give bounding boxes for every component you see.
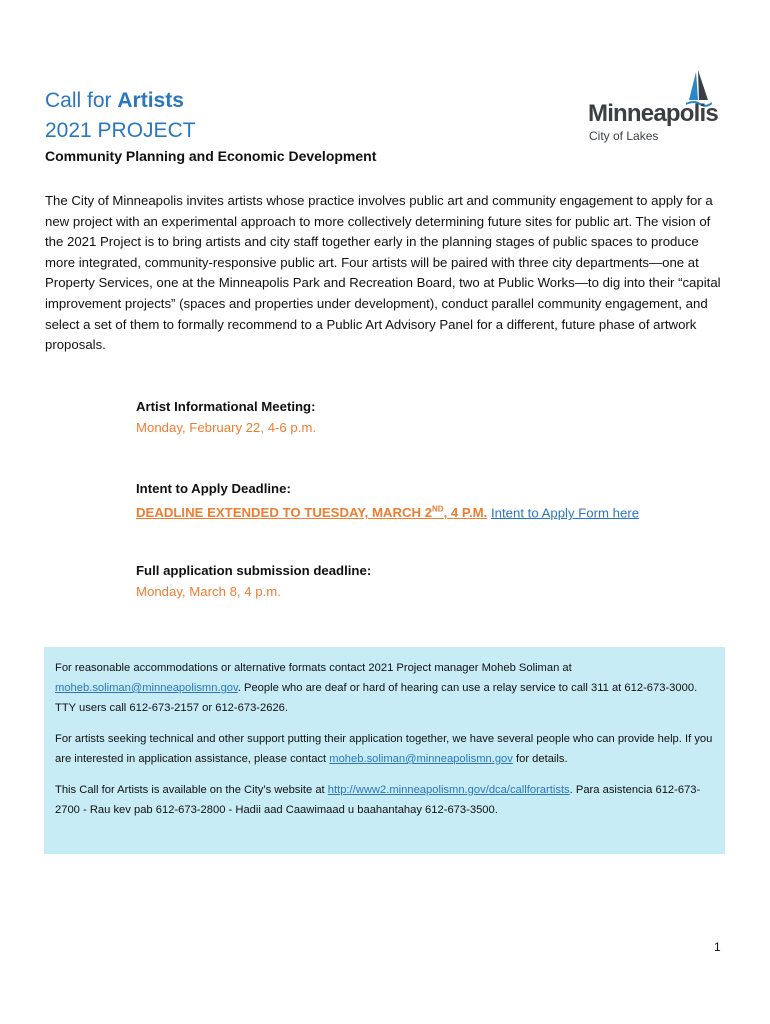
intent-form-link[interactable]: Intent to Apply Form here — [491, 505, 640, 521]
intent-deadline: DEADLINE EXTENDED TO TUESDAY, MARCH 2ND, 4 P.M. — [136, 505, 488, 521]
website-link[interactable]: http://www2.minneapolismn.gov/dca/callforartists — [327, 784, 570, 796]
full-deadline-date: Monday, March 8, 4 p.m. — [136, 584, 281, 599]
logo-name: Minneapolis — [588, 100, 718, 127]
email-link-2[interactable]: moheb.soliman@minneapolismn.gov — [329, 753, 513, 765]
page-number: 1 — [714, 940, 721, 954]
website-paragraph: This Call for Artists is available on the City’s website at http://www2.minneapolismn.gov/dca/callforartists. Para asistencia 612-673-2700 - Rau kev pab 612-673-2800 - Hadii aad Caawimaad u baahantahay 612-673-3500. — [55, 784, 701, 816]
full-application-deadline — [136, 560, 371, 602]
meeting-date: Monday, February 22, 4-6 p.m. — [136, 420, 317, 435]
intent-deadline-line — [136, 499, 639, 523]
minneapolis-logo — [588, 70, 718, 150]
logo-tagline: City of Lakes — [589, 129, 659, 143]
page-title-bold: Artists — [117, 89, 184, 112]
assistance-paragraph: For artists seeking technical and other support putting their application together, we have several people who can provide help. If you are interested in application assistance, please contact moheb.soliman@minneapolismn.gov for details. — [55, 733, 713, 765]
project-title: 2021 PROJECT — [45, 119, 196, 142]
full-deadline-label: Full application submission deadline: — [136, 563, 372, 578]
intro-paragraph: The City of Minneapolis invites artists whose practice involves public art and community engagement to apply for a new project with an experimental approach to more collectively determining future sites for public art. The vision of the 2021 Project is to bring artists and city staff together early in the planning stages of public spaces to produce more integrated, community-responsive public art. Four artists will be paired with three city departments—one at Property Services, one at the Minneapolis Park and Recreation Board, two at Public Works—to dig into their “capital improvement projects” (spaces and properties under development), conduct parallel community engagement, and select a set of them to formally recommend to a Public Art Advisory Panel for a different, future phase of artwork proposals. — [45, 193, 721, 353]
intent-to-apply — [136, 478, 639, 523]
title-block — [45, 86, 196, 146]
department-heading: Community Planning and Economic Development — [45, 148, 377, 164]
accessibility-info-box — [44, 647, 725, 854]
accommodations-paragraph: For reasonable accommodations or alternative formats contact 2021 Project manager Moheb Soliman at moheb.soliman@minneapolismn.gov. People who are deaf or hard of hearing can use a relay service to call 311 at 612-673-3000. TTY users call 612-673-2157 or 612-673-2626. — [55, 662, 698, 714]
informational-meeting — [136, 396, 316, 438]
meeting-label: Artist Informational Meeting: — [136, 399, 316, 414]
page-title: Call for Artists — [45, 89, 184, 112]
email-link[interactable]: moheb.soliman@minneapolismn.gov — [55, 682, 238, 694]
intent-label: Intent to Apply Deadline: — [136, 481, 291, 496]
